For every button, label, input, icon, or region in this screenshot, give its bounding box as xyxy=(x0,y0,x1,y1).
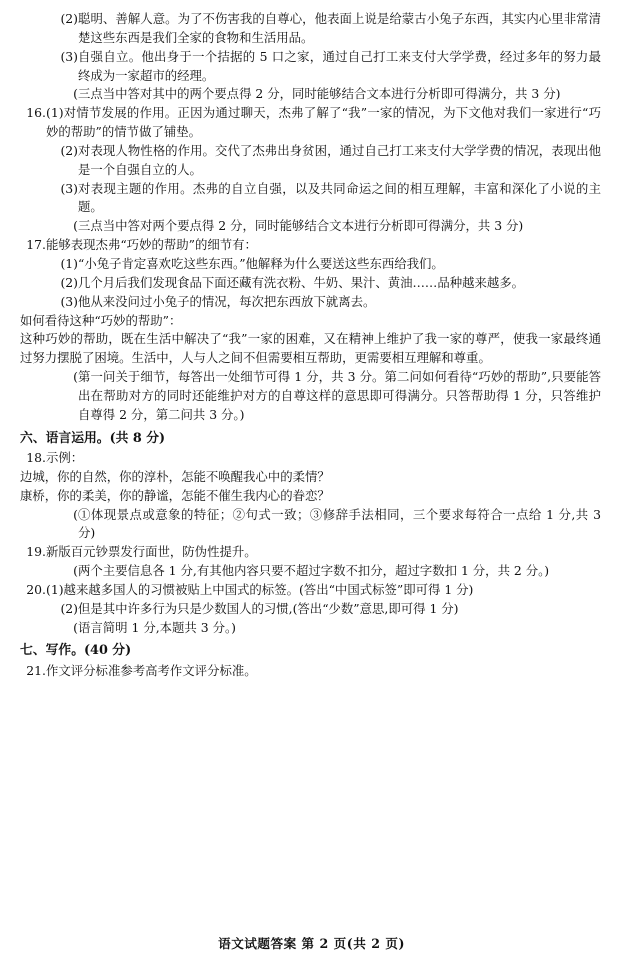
item-text: (1)越来越多国人的习惯被贴上中国式的标签。(答出“中国式标签”即可得 1 分) xyxy=(46,581,474,597)
item-text: 能够表现杰弗“巧妙的帮助”的细节有： xyxy=(46,237,257,253)
item-text: 对表现人物性格的作用。交代了杰弗出身贫困，通过自己打工来支付大学学费的情况，表现出他是一个自强自立的人。 xyxy=(78,142,601,177)
note-text: ①体现景点或意象的特征；②句式一致；③修辞手法相同，三个要求每符合一点给 1 分,共 3 分) xyxy=(78,506,601,541)
item-number: (2) xyxy=(60,600,78,616)
item-text: (1)对情节发展的作用。正因为通过聊天，杰弗了解了“我”一家的情况，为下文他对我们一家进行“巧妙的帮助”的情节做了铺垫。 xyxy=(46,105,601,140)
item-number: 20. xyxy=(26,581,46,597)
answer-item xyxy=(48,600,601,619)
answer-item xyxy=(48,255,601,274)
item-text: 示例： xyxy=(46,450,84,465)
answer-item xyxy=(48,293,601,312)
scoring-note xyxy=(48,217,601,236)
item-number: 17. xyxy=(26,237,46,253)
note-text: 语言简明 1 分,本题共 3 分。) xyxy=(78,619,236,635)
note-open-paren: ( xyxy=(73,369,78,385)
note-open-paren: ( xyxy=(73,86,78,102)
item-number: (3) xyxy=(60,180,78,196)
answer-item xyxy=(48,10,601,48)
page-footer: 语文试题答案 第 2 页(共 2 页) xyxy=(218,936,405,951)
item-text: 自强自立。他出身于一个拮据的 5 口之家，通过自己打工来支付大学学费，经过多年的努力最终成为一家超市的经理。 xyxy=(78,48,601,83)
item-text: 新版百元钞票发行面世，防伪性提升。 xyxy=(46,544,257,560)
sub-question-prompt: 如何看待这种“巧妙的帮助”： xyxy=(20,312,182,328)
answer-item xyxy=(48,48,601,86)
item-number: 16. xyxy=(26,105,46,121)
scoring-note xyxy=(48,562,601,581)
item-number: (1) xyxy=(60,255,78,271)
item-number: 19. xyxy=(26,544,46,560)
answer-item-17 xyxy=(20,236,601,255)
item-number: (2) xyxy=(60,274,78,290)
item-text: 对表现主题的作用。杰弗的自立自强，以及共同命运之间的相互理解，丰富和深化了小说的主题。 xyxy=(78,180,601,215)
answer-item xyxy=(48,274,601,293)
item-number: (2) xyxy=(60,142,78,158)
note-open-paren: ( xyxy=(73,563,78,579)
example-line-2: 康桥，你的柔美，你的静谧，怎能不催生我内心的眷恋？ xyxy=(20,487,330,503)
section-heading-seven: 七、写作。(40 分) xyxy=(20,643,132,659)
section-heading-six: 六、语言运用。(共 8 分) xyxy=(20,430,166,446)
answer-paragraph: 这种巧妙的帮助，既在生活中解决了“我”一家的困难，又在精神上维护了我一家的尊严，使我一家最终通过努力摆脱了困境。生活中，人与人之间不但需要相互帮助，更需要相互理解和尊重。 xyxy=(20,331,601,366)
answer-item-19 xyxy=(20,543,601,562)
item-text: “小兔子肯定喜欢吃这些东西。”他解释为什么要送这些东西给我们。 xyxy=(78,255,444,271)
answer-item xyxy=(48,180,601,218)
item-text: 但是其中许多行为只是少数国人的习惯,(答出“少数”意思,即可得 1 分) xyxy=(78,600,459,616)
note-open-paren: ( xyxy=(73,619,78,635)
answer-item-20 xyxy=(20,581,601,600)
item-number: (2) xyxy=(60,11,78,26)
item-text: 他从来没问过小兔子的情况，每次把东西放下就离去。 xyxy=(78,293,376,309)
item-text: 聪明、善解人意。为了不伤害我的自尊心，他表面上说是给蒙古小兔子东西，其实内心里非常清楚这些东西是我们全家的食物和生活用品。 xyxy=(78,11,601,45)
scoring-note xyxy=(48,506,601,544)
item-number: 18. xyxy=(26,450,46,465)
note-text: 第一问关于细节，每答出一处细节可得 1 分，共 3 分。第二问如何看待“巧妙的帮助”,只要能答出在帮助对方的同时还能维护对方的自尊这样的意思即可得满分。只答帮助得 1 分，只答维护自尊得 2 分，第二问共 3 分。) xyxy=(78,369,601,422)
item-number: (3) xyxy=(60,293,78,309)
item-text: 作文评分标准参考高考作文评分标准。 xyxy=(46,662,257,678)
note-open-paren: ( xyxy=(73,218,78,234)
scoring-note xyxy=(48,368,601,425)
note-text: 三点当中答对两个要点得 2 分，同时能够结合文本进行分析即可得满分，共 3 分) xyxy=(78,218,524,234)
answer-item-21 xyxy=(20,662,601,681)
note-text: 两个主要信息各 1 分,有其他内容只要不超过字数不扣分，超过字数扣 1 分，共 2 分。) xyxy=(78,563,550,579)
scoring-note xyxy=(48,85,601,104)
item-number: (3) xyxy=(60,48,78,64)
answer-item-18 xyxy=(20,449,601,468)
scoring-note xyxy=(48,619,601,638)
example-line-1: 边城，你的自然，你的淳朴，怎能不唤醒我心中的柔情？ xyxy=(20,468,330,484)
item-text: 几个月后我们发现食品下面还藏有洗衣粉、牛奶、果汁、黄油……品种越来越多。 xyxy=(78,274,525,290)
answer-item-16 xyxy=(20,104,601,142)
answer-item xyxy=(48,142,601,180)
note-text: 三点当中答对其中的两个要点得 2 分，同时能够结合文本进行分析即可得满分，共 3 分) xyxy=(78,86,561,102)
main-content xyxy=(20,10,601,681)
note-open-paren: ( xyxy=(73,506,78,522)
item-number: 21. xyxy=(26,662,46,678)
